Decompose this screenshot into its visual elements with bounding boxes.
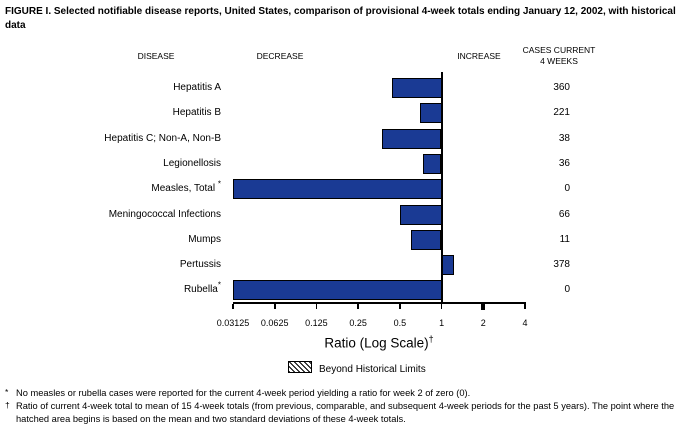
column-header-cases-line1: CASES CURRENT — [522, 45, 596, 55]
footnote — [4, 400, 683, 426]
ratio-bar — [233, 179, 442, 199]
column-header-disease: DISEASE — [137, 51, 175, 61]
ratio-bar — [420, 103, 442, 123]
axis-tick — [481, 304, 485, 310]
disease-label: Legionellosis — [163, 158, 221, 169]
ratio-bar — [423, 154, 442, 174]
axis-tick — [274, 304, 276, 309]
ratio-bar — [382, 129, 442, 149]
cases-value: 66 — [558, 209, 570, 220]
column-header-decrease: DECREASE — [256, 51, 304, 61]
ratio-bar — [400, 205, 442, 225]
axis-tick-label: 1 — [439, 318, 445, 328]
ratio-bar — [411, 230, 442, 250]
legend — [288, 361, 426, 376]
footnote-marker: * — [217, 179, 221, 189]
axis-tick — [232, 304, 234, 309]
ratio-bar — [442, 255, 454, 275]
disease-label: Mumps — [188, 234, 221, 245]
legend-label: Beyond Historical Limits — [319, 364, 426, 375]
footnote — [4, 387, 683, 400]
axis-tick-label: 0.5 — [393, 318, 407, 328]
cases-value: 38 — [558, 133, 570, 144]
cases-value: 221 — [553, 107, 570, 118]
footnote-symbol: † — [5, 400, 10, 410]
x-axis-title-dagger: † — [428, 334, 434, 344]
footnote-text: Ratio of current 4-week total to mean of 15 4-week totals (from previous, comparable, and subsequent 4-week periods for the past 5 years). The point where the hatched area begins is based on the mean and two standard deviations of these 4-week totals. — [16, 401, 675, 424]
x-axis-title-text: Ratio (Log Scale) — [324, 335, 429, 351]
cases-value: 11 — [559, 234, 570, 245]
column-header-cases — [499, 45, 619, 67]
footnote-text: No measles or rubella cases were reported for the current 4-week period yielding a ratio for week 2 of zero (0). — [16, 388, 471, 398]
axis-tick-label: 0.03125 — [216, 318, 250, 328]
axis-tick-label: 0.0625 — [260, 318, 289, 328]
axis-tick-label: 4 — [522, 318, 528, 328]
hatch-swatch-icon — [288, 361, 312, 373]
figure-title: FIGURE I. Selected notifiable disease reports, United States, comparison of provisional 4-week totals ending January 12, 2002, with historical data — [5, 6, 676, 31]
disease-label: Hepatitis B — [172, 107, 221, 118]
axis-tick-label: 0.25 — [349, 318, 367, 328]
footnote-symbol: * — [5, 387, 9, 397]
cases-value: 0 — [564, 183, 570, 194]
footnote-marker: * — [217, 280, 221, 290]
cases-value: 36 — [558, 158, 570, 169]
axis-tick-label: 0.125 — [305, 318, 328, 328]
cases-value: 378 — [553, 259, 570, 270]
cases-value: 360 — [553, 82, 570, 93]
axis-tick — [316, 304, 318, 309]
axis-tick — [399, 304, 401, 309]
ratio-bar — [233, 280, 442, 300]
axis-tick-label: 2 — [480, 318, 486, 328]
footnotes — [4, 387, 683, 426]
disease-label: Rubella* — [183, 280, 221, 295]
baseline-axis — [441, 72, 443, 304]
disease-label: Measles, Total * — [151, 179, 221, 194]
ratio-bar — [392, 78, 441, 98]
disease-label: Meningococcal Infections — [108, 209, 221, 220]
x-axis-title — [233, 334, 525, 351]
axis-tick — [357, 304, 359, 309]
column-header-increase: INCREASE — [457, 51, 501, 61]
axis-tick — [524, 304, 526, 309]
cases-value: 0 — [564, 284, 570, 295]
axis-tick — [441, 304, 443, 309]
column-header-cases-line2: 4 WEEKS — [540, 56, 578, 66]
disease-label: Hepatitis A — [173, 82, 221, 93]
disease-label: Pertussis — [179, 259, 221, 270]
disease-label: Hepatitis C; Non-A, Non-B — [104, 133, 221, 144]
